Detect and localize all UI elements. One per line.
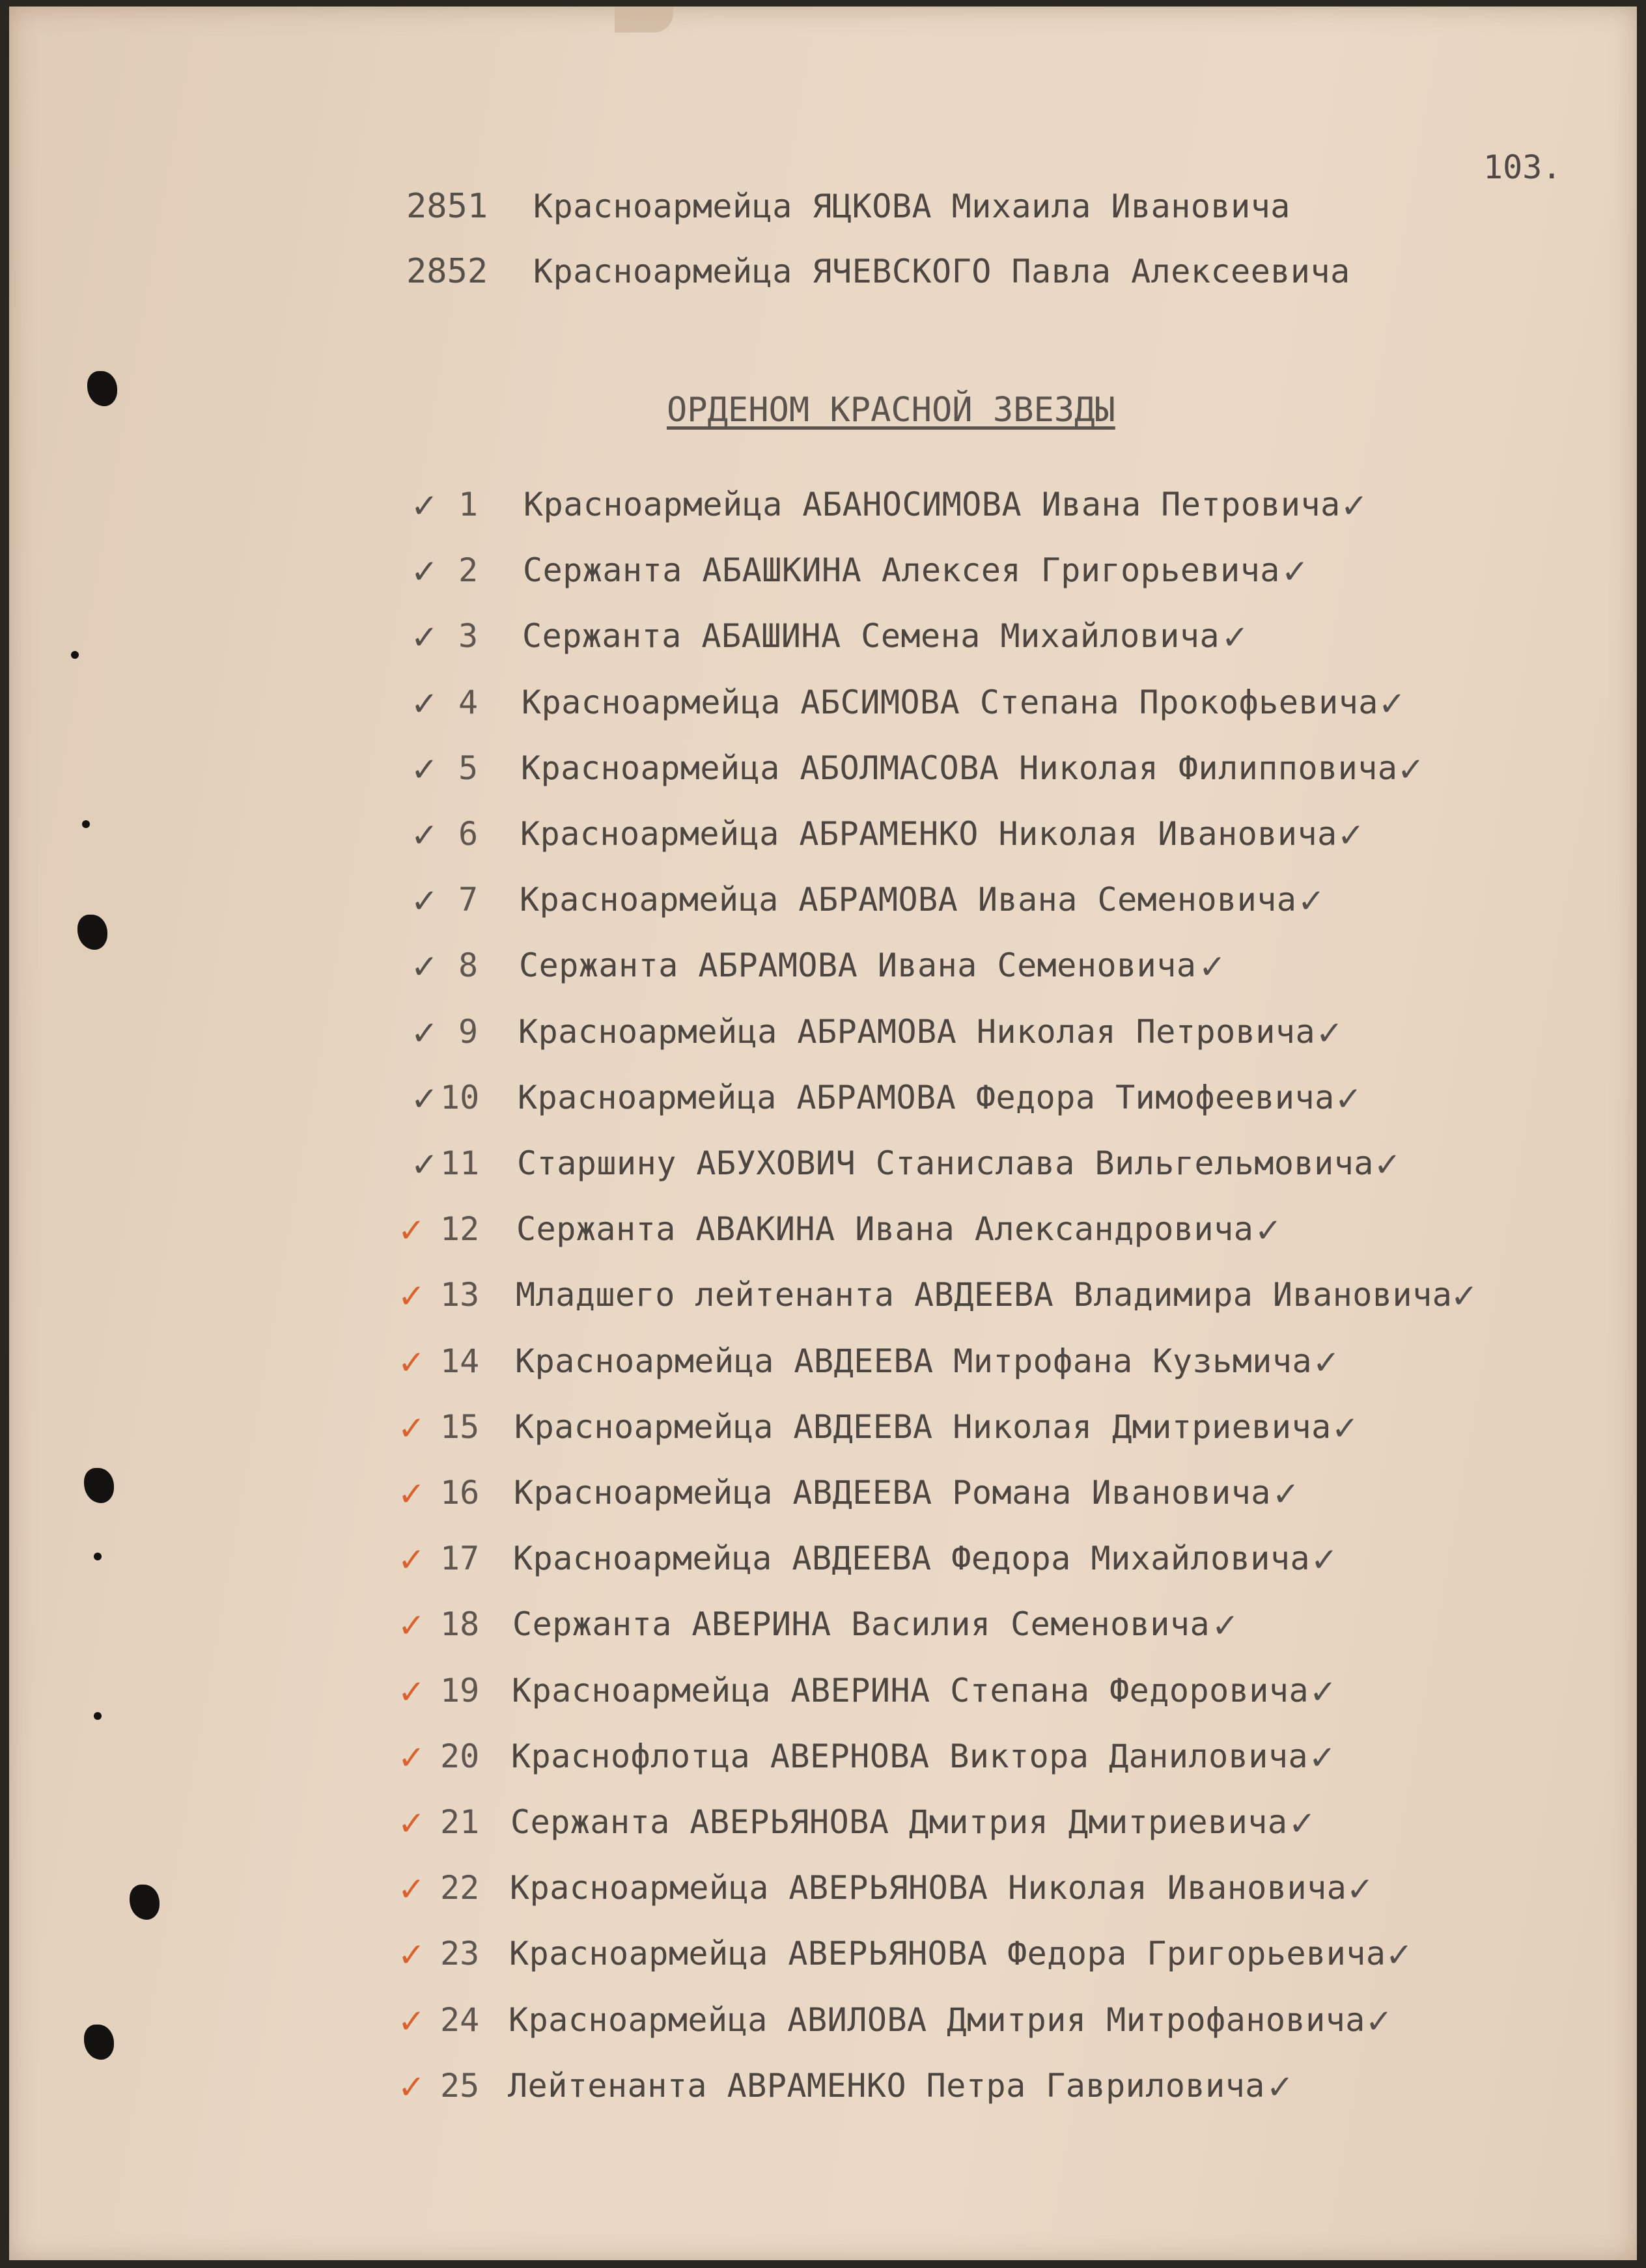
entry-text: Красноармейца АБАНОСИМОВА Ивана Петровича <box>523 486 1341 523</box>
right-check-mark: ✓ <box>1367 1997 1390 2042</box>
list-item <box>9 475 1646 534</box>
left-check-mark: ✓ <box>413 482 436 527</box>
entry-number: 5 <box>458 749 479 787</box>
list-item <box>9 739 1646 797</box>
left-check-mark: ✓ <box>400 1404 423 1449</box>
right-check-mark: ✓ <box>1311 1668 1334 1713</box>
entry-text: Красноармейца АВИЛОВА Дмитрия Митрофановича <box>509 2000 1365 2039</box>
right-check-mark: ✓ <box>1376 1141 1399 1185</box>
list-item <box>9 1068 1646 1127</box>
entry-number: 6 <box>458 815 479 853</box>
entry-number: 4 <box>458 683 479 721</box>
entry-number: 1 <box>458 486 479 523</box>
list-item <box>9 805 1646 863</box>
entry-number: 23 <box>440 1935 480 1973</box>
list-item <box>9 870 1646 929</box>
entry-text: Красноармейца АВЕРЬЯНОВА Николая Ивановича <box>510 1869 1347 1907</box>
left-check-mark: ✓ <box>413 878 436 922</box>
entry-number: 17 <box>440 1540 480 1578</box>
top-entry-row <box>9 242 1646 301</box>
right-check-mark: ✓ <box>1380 680 1403 725</box>
entry-text: Сержанта АВЕРЬЯНОВА Дмитрия Дмитриевича <box>510 1803 1288 1841</box>
entry-number: 13 <box>440 1276 480 1314</box>
right-check-mark: ✓ <box>1348 1866 1371 1911</box>
entry-number: 22 <box>440 1869 480 1907</box>
list-item <box>9 1924 1646 1983</box>
entry-text: Красноармейца АБРАМОВА Николая Петровича <box>518 1012 1316 1051</box>
entry-number: 8 <box>458 947 479 985</box>
entry-number: 2 <box>458 551 479 590</box>
list-item <box>9 1661 1646 1720</box>
right-check-mark: ✓ <box>1388 1931 1410 1976</box>
list-item <box>9 607 1646 665</box>
entry-text: Красноармейца АВДЕЕВА Федора Михайловича <box>513 1540 1311 1578</box>
left-check-mark: ✓ <box>413 680 436 725</box>
list-item <box>9 936 1646 995</box>
left-check-mark: ✓ <box>400 1734 423 1778</box>
left-check-mark: ✓ <box>400 1273 423 1318</box>
left-check-mark: ✓ <box>400 1800 423 1844</box>
entry-number: 16 <box>440 1474 480 1512</box>
left-check-mark: ✓ <box>400 2063 423 2108</box>
list-item <box>9 1991 1646 2049</box>
right-check-mark: ✓ <box>1300 878 1322 922</box>
left-check-mark: ✓ <box>400 1207 423 1252</box>
entry-text: Красноармейца АБРАМОВА Ивана Семеновича <box>520 881 1297 919</box>
left-check-mark: ✓ <box>413 745 436 790</box>
document-page <box>9 7 1637 2260</box>
list-item <box>9 1265 1646 1324</box>
list-item <box>9 1859 1646 1917</box>
right-check-mark: ✓ <box>1283 548 1306 593</box>
punch-hole <box>87 371 117 406</box>
list-item <box>9 1727 1646 1786</box>
entry-number: 21 <box>440 1803 480 1841</box>
left-check-mark: ✓ <box>413 943 436 988</box>
entry-text: Красноармейца АБРАМЕНКО Николая Ивановича <box>520 815 1337 853</box>
list-item <box>9 1003 1646 1061</box>
left-check-mark: ✓ <box>413 1075 436 1120</box>
section-heading: ОРДЕНОМ КРАСНОЙ ЗВЕЗДЫ <box>667 391 1115 430</box>
left-check-mark: ✓ <box>413 614 436 659</box>
left-check-mark: ✓ <box>400 1668 423 1713</box>
left-check-mark: ✓ <box>400 1997 423 2042</box>
list-item <box>9 1463 1646 1522</box>
list-item <box>9 1332 1646 1390</box>
entry-text: Красноармейца АБРАМОВА Федора Тимофеевича <box>518 1078 1335 1116</box>
page-number: 103. <box>1483 148 1562 186</box>
right-check-mark: ✓ <box>1315 1338 1337 1383</box>
entry-text: Лейтенанта АВРАМЕНКО Петра Гавриловича <box>508 2066 1265 2105</box>
entry-text: Сержанта АВЕРИНА Василия Семеновича <box>512 1605 1210 1644</box>
right-check-mark: ✓ <box>1343 482 1365 527</box>
entry-number: 9 <box>458 1012 479 1051</box>
right-check-mark: ✓ <box>1257 1207 1279 1252</box>
left-check-mark: ✓ <box>413 812 436 856</box>
entry-number: 10 <box>440 1078 480 1116</box>
left-check-mark: ✓ <box>400 1536 423 1581</box>
list-item <box>9 2056 1646 2115</box>
entry-number: 24 <box>440 2000 480 2039</box>
right-check-mark: ✓ <box>1453 1273 1475 1318</box>
entry-text: Сержанта АБРАМОВА Ивана Семеновича <box>519 947 1197 985</box>
entry-number: 25 <box>440 2066 480 2105</box>
right-check-mark: ✓ <box>1201 943 1223 988</box>
right-check-mark: ✓ <box>1337 1075 1360 1120</box>
entry-number: 11 <box>440 1144 480 1182</box>
right-check-mark: ✓ <box>1313 1536 1335 1581</box>
right-check-mark: ✓ <box>1333 1404 1356 1449</box>
entry-text: Сержанта АВАКИНА Ивана Александровича <box>516 1210 1254 1249</box>
entry-text: Красноармейца АВДЕЕВА Романа Ивановича <box>514 1474 1271 1512</box>
left-check-mark: ✓ <box>413 1009 436 1054</box>
right-check-mark: ✓ <box>1318 1009 1341 1054</box>
left-check-mark: ✓ <box>413 1141 436 1185</box>
entry-number: 15 <box>440 1407 480 1446</box>
entry-number: 3 <box>458 617 479 656</box>
entry-text: Красноармейца АВЕРИНА Степана Федоровича <box>512 1671 1309 1709</box>
list-item <box>9 1529 1646 1588</box>
entry-text: Красноармейца АВЕРЬЯНОВА Федора Григорьевича <box>509 1935 1386 1973</box>
entry-number: 18 <box>440 1605 480 1644</box>
entry-text: Красноармейца АВДЕЕВА Митрофана Кузьмича <box>515 1342 1313 1380</box>
list-item <box>9 1200 1646 1258</box>
entry-text: Краснофлотца АВЕРНОВА Виктора Даниловича <box>511 1737 1309 1775</box>
entry-text: Сержанта АБАШИНА Семена Михайловича <box>522 617 1220 656</box>
list-item <box>9 1398 1646 1456</box>
entry-number: 2851 <box>406 187 488 226</box>
list-item <box>9 1595 1646 1653</box>
entry-number: 12 <box>440 1210 480 1249</box>
list-item <box>9 673 1646 732</box>
left-check-mark: ✓ <box>400 1471 423 1515</box>
left-check-mark: ✓ <box>400 1338 423 1383</box>
right-check-mark: ✓ <box>1399 745 1422 790</box>
entry-text: Старшину АБУХОВИЧ Станислава Вильгельмовича <box>517 1144 1374 1182</box>
right-check-mark: ✓ <box>1223 614 1246 659</box>
left-check-mark: ✓ <box>413 548 436 593</box>
paper-fold <box>615 7 673 33</box>
list-item <box>9 541 1646 600</box>
entry-number: 7 <box>458 881 479 919</box>
left-check-mark: ✓ <box>400 1931 423 1976</box>
entry-number: 20 <box>440 1737 480 1775</box>
entry-text: Красноармейца АБОЛМАСОВА Николая Филипповича <box>521 749 1398 787</box>
entry-text: Сержанта АБАШКИНА Алексея Григорьевича <box>523 551 1280 590</box>
right-check-mark: ✓ <box>1274 1471 1297 1515</box>
left-check-mark: ✓ <box>400 1602 423 1647</box>
entry-number: 19 <box>440 1671 480 1709</box>
right-check-mark: ✓ <box>1339 812 1362 856</box>
right-check-mark: ✓ <box>1214 1602 1236 1647</box>
entry-text: Красноармейца АВДЕЕВА Николая Дмитриевича <box>514 1407 1332 1446</box>
list-item <box>9 1793 1646 1851</box>
entry-text: Красноармейца ЯЦКОВА Михаила Ивановича <box>533 187 1290 225</box>
entry-text: Младшего лейтенанта АВДЕЕВА Владимира Ивановича <box>516 1276 1453 1314</box>
right-check-mark: ✓ <box>1268 2063 1291 2108</box>
entry-text: Красноармейца ЯЧЕВСКОГО Павла Алексеевича <box>533 253 1350 290</box>
left-check-mark: ✓ <box>400 1866 423 1911</box>
list-item <box>9 1134 1646 1193</box>
entry-text: Красноармейца АБСИМОВА Степана Прокофьевича <box>522 683 1378 721</box>
top-entry-row <box>9 177 1646 236</box>
entry-number: 14 <box>440 1342 480 1380</box>
right-check-mark: ✓ <box>1290 1800 1313 1844</box>
right-check-mark: ✓ <box>1311 1734 1333 1778</box>
entry-number: 2852 <box>406 252 488 291</box>
